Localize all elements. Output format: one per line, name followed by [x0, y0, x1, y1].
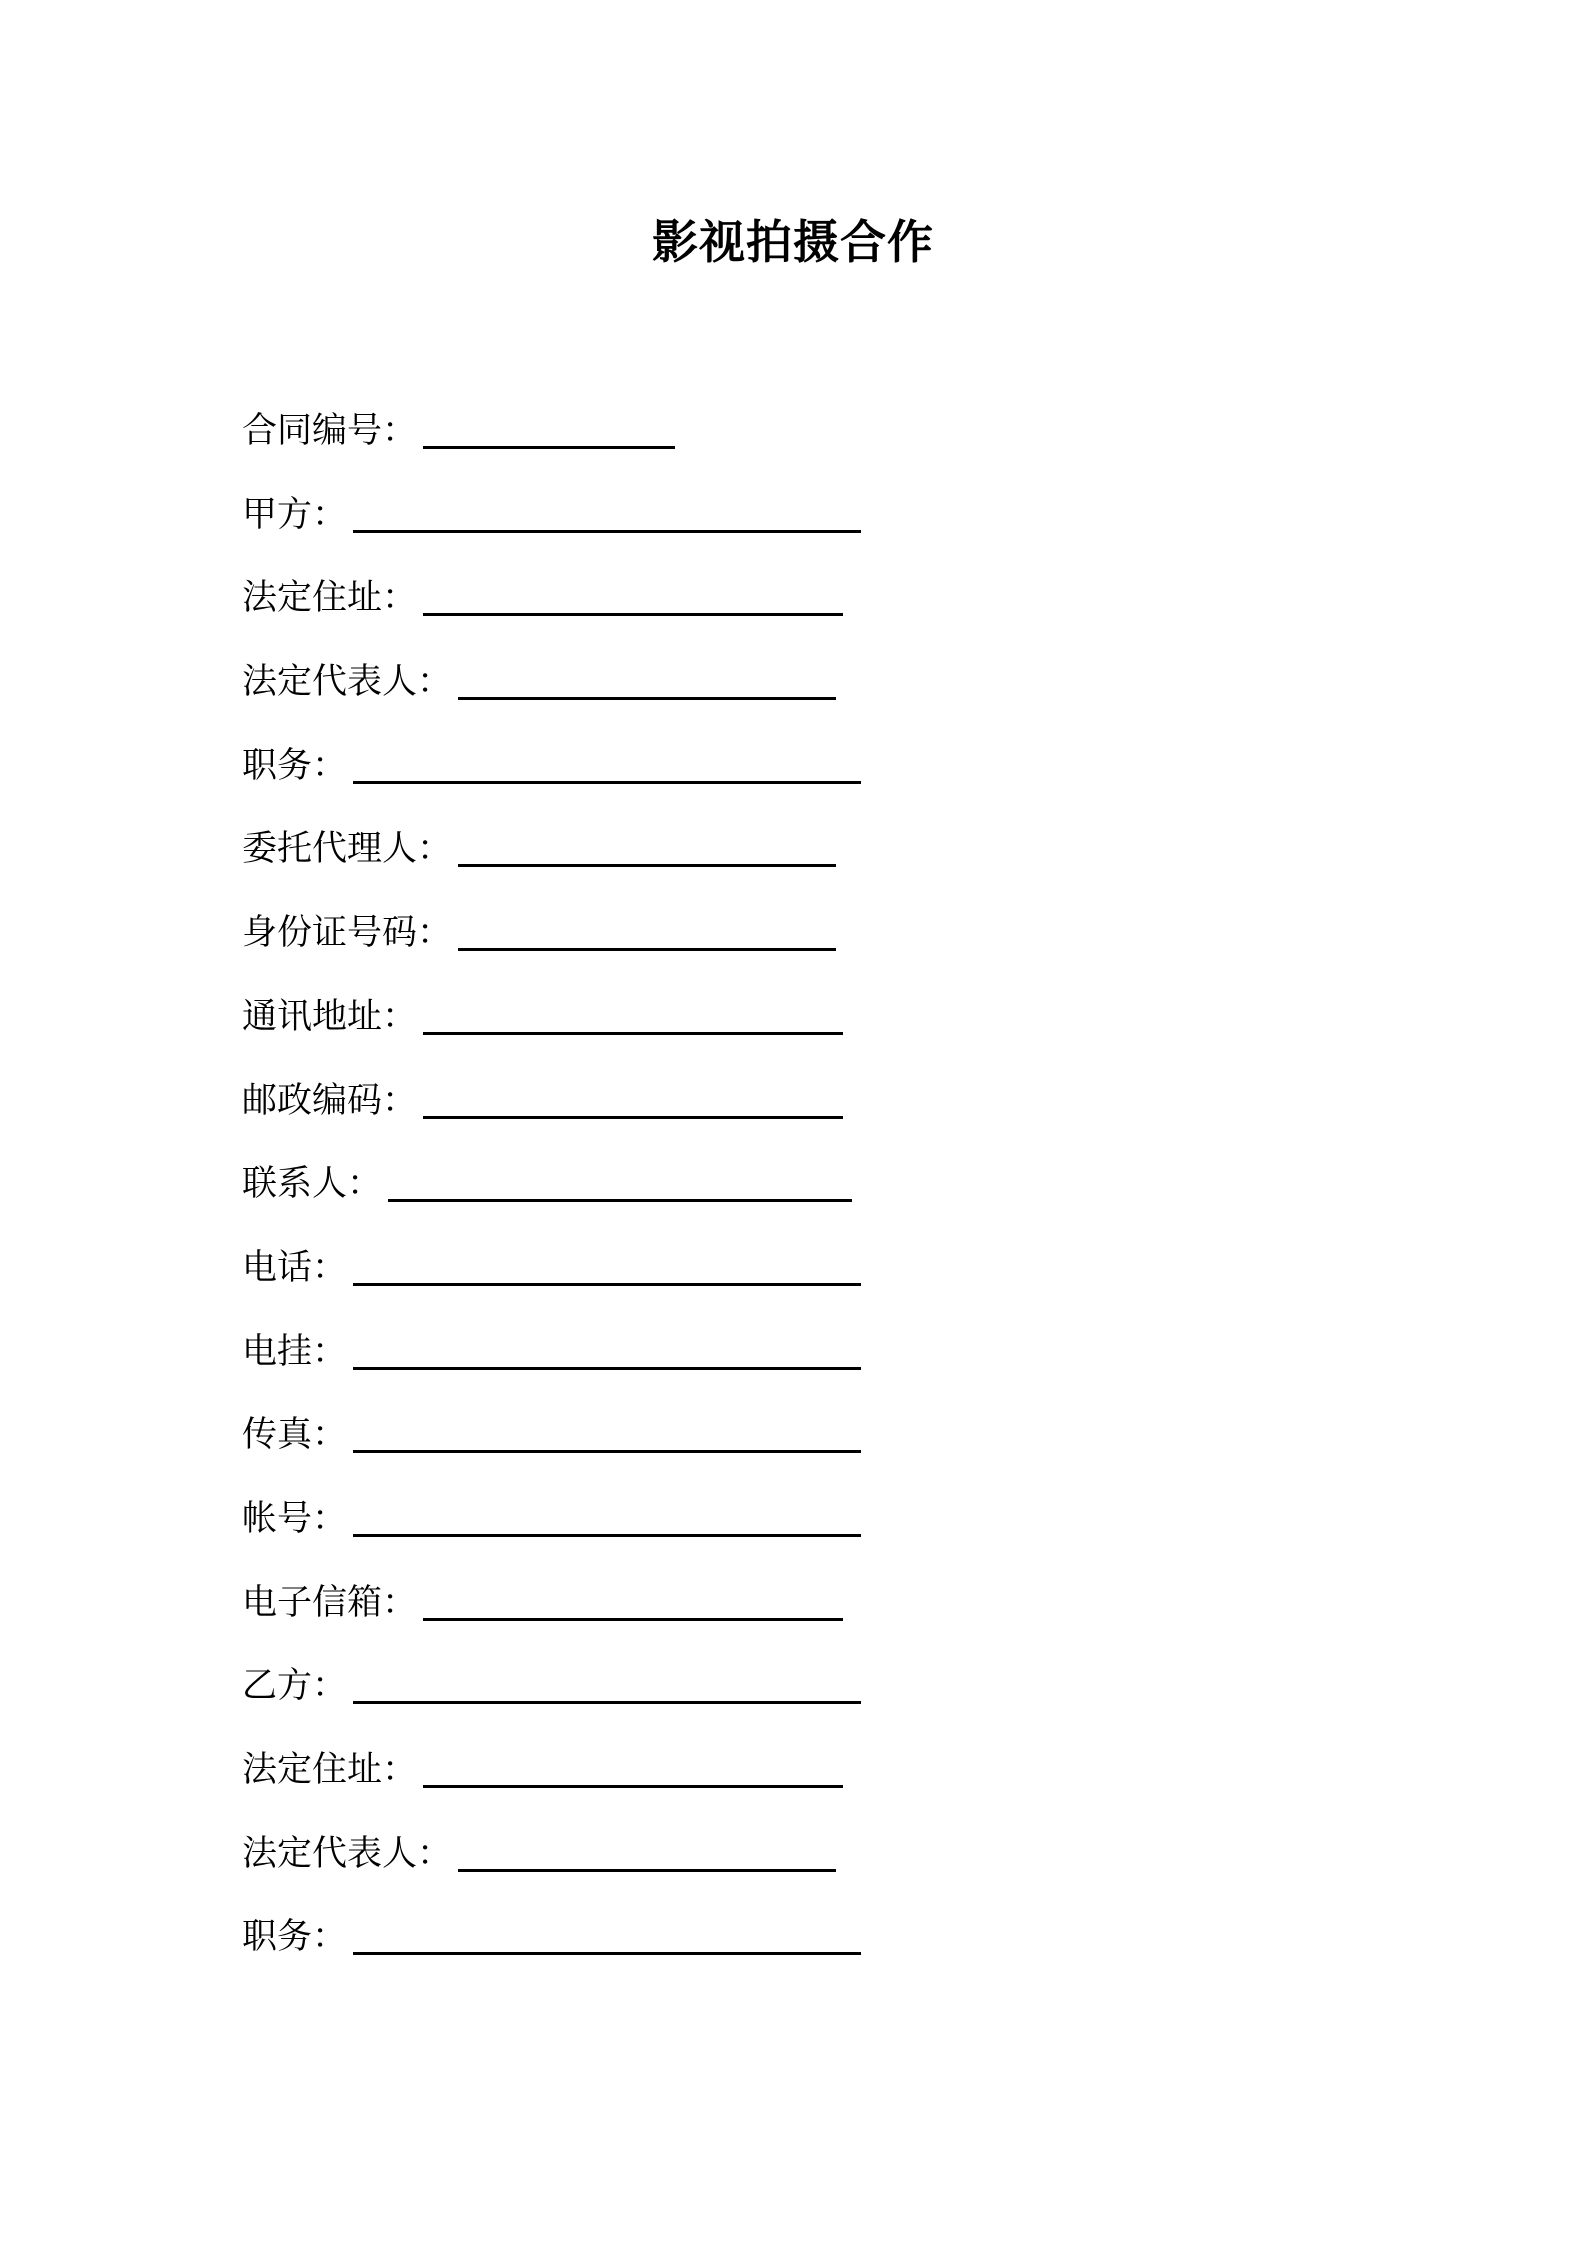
field-label: 电挂：: [242, 1331, 348, 1372]
field-row-telegraph: [242, 1325, 1342, 1409]
blank-line[interactable]: [353, 488, 861, 533]
blank-line[interactable]: [353, 1910, 861, 1955]
field-label: 法定代表人：: [242, 1833, 453, 1874]
field-label: 传真：: [242, 1415, 348, 1456]
blank-line[interactable]: [423, 1743, 843, 1788]
field-label: 乙方：: [242, 1666, 348, 1707]
field-label: 通讯地址：: [242, 996, 418, 1037]
blank-line[interactable]: [423, 1576, 843, 1621]
blank-line[interactable]: [423, 1074, 843, 1119]
blank-line[interactable]: [458, 1827, 836, 1872]
field-row-fax: [242, 1408, 1342, 1492]
field-row-legal-address: [242, 571, 1342, 655]
field-label: 法定住址：: [242, 1750, 418, 1790]
field-label: 职务：: [242, 745, 348, 786]
field-label: 帐号：: [242, 1498, 348, 1539]
field-label: 电子信箱：: [242, 1582, 418, 1623]
field-row-account-number: [242, 1492, 1342, 1576]
blank-line[interactable]: [353, 1492, 861, 1537]
field-row-position-b: [242, 1910, 1342, 1994]
field-label: 委托代理人：: [242, 829, 453, 870]
field-row-party-b: [242, 1659, 1342, 1743]
field-label: 联系人：: [242, 1164, 383, 1205]
field-row-id-number: [242, 906, 1342, 990]
field-label: 身份证号码：: [242, 913, 453, 954]
field-row-position: [242, 739, 1342, 823]
blank-line[interactable]: [388, 1157, 852, 1202]
field-row-legal-representative: [242, 655, 1342, 739]
document-title: 影视拍摄合作: [652, 215, 934, 269]
blank-line[interactable]: [458, 906, 836, 951]
field-row-party-a: [242, 488, 1342, 572]
field-row-postal-code: [242, 1074, 1342, 1158]
blank-line[interactable]: [353, 1408, 861, 1453]
blank-line[interactable]: [423, 571, 843, 616]
blank-line[interactable]: [353, 739, 861, 784]
field-label: 电话：: [242, 1247, 348, 1288]
field-row-legal-representative-b: [242, 1827, 1342, 1911]
field-label: 法定住址：: [242, 578, 418, 619]
field-label: 法定代表人：: [242, 662, 453, 703]
blank-line[interactable]: [423, 990, 843, 1035]
field-row-legal-address-b: [242, 1743, 1342, 1827]
field-row-email: [242, 1576, 1342, 1660]
blank-line[interactable]: [458, 655, 836, 700]
field-row-contract-number: [242, 404, 1342, 488]
field-row-contact-person: [242, 1157, 1342, 1241]
blank-line[interactable]: [423, 404, 675, 449]
blank-line[interactable]: [353, 1241, 861, 1286]
contract-fields: [242, 404, 1342, 1994]
field-label: 甲方：: [242, 494, 348, 535]
field-label: 合同编号：: [242, 411, 418, 451]
blank-line[interactable]: [458, 822, 836, 867]
field-label: 邮政编码：: [242, 1080, 418, 1121]
field-row-authorized-agent: [242, 822, 1342, 906]
field-row-phone: [242, 1241, 1342, 1325]
field-label: 职务：: [242, 1917, 348, 1958]
blank-line[interactable]: [353, 1325, 861, 1370]
field-row-mailing-address: [242, 990, 1342, 1074]
blank-line[interactable]: [353, 1659, 861, 1704]
